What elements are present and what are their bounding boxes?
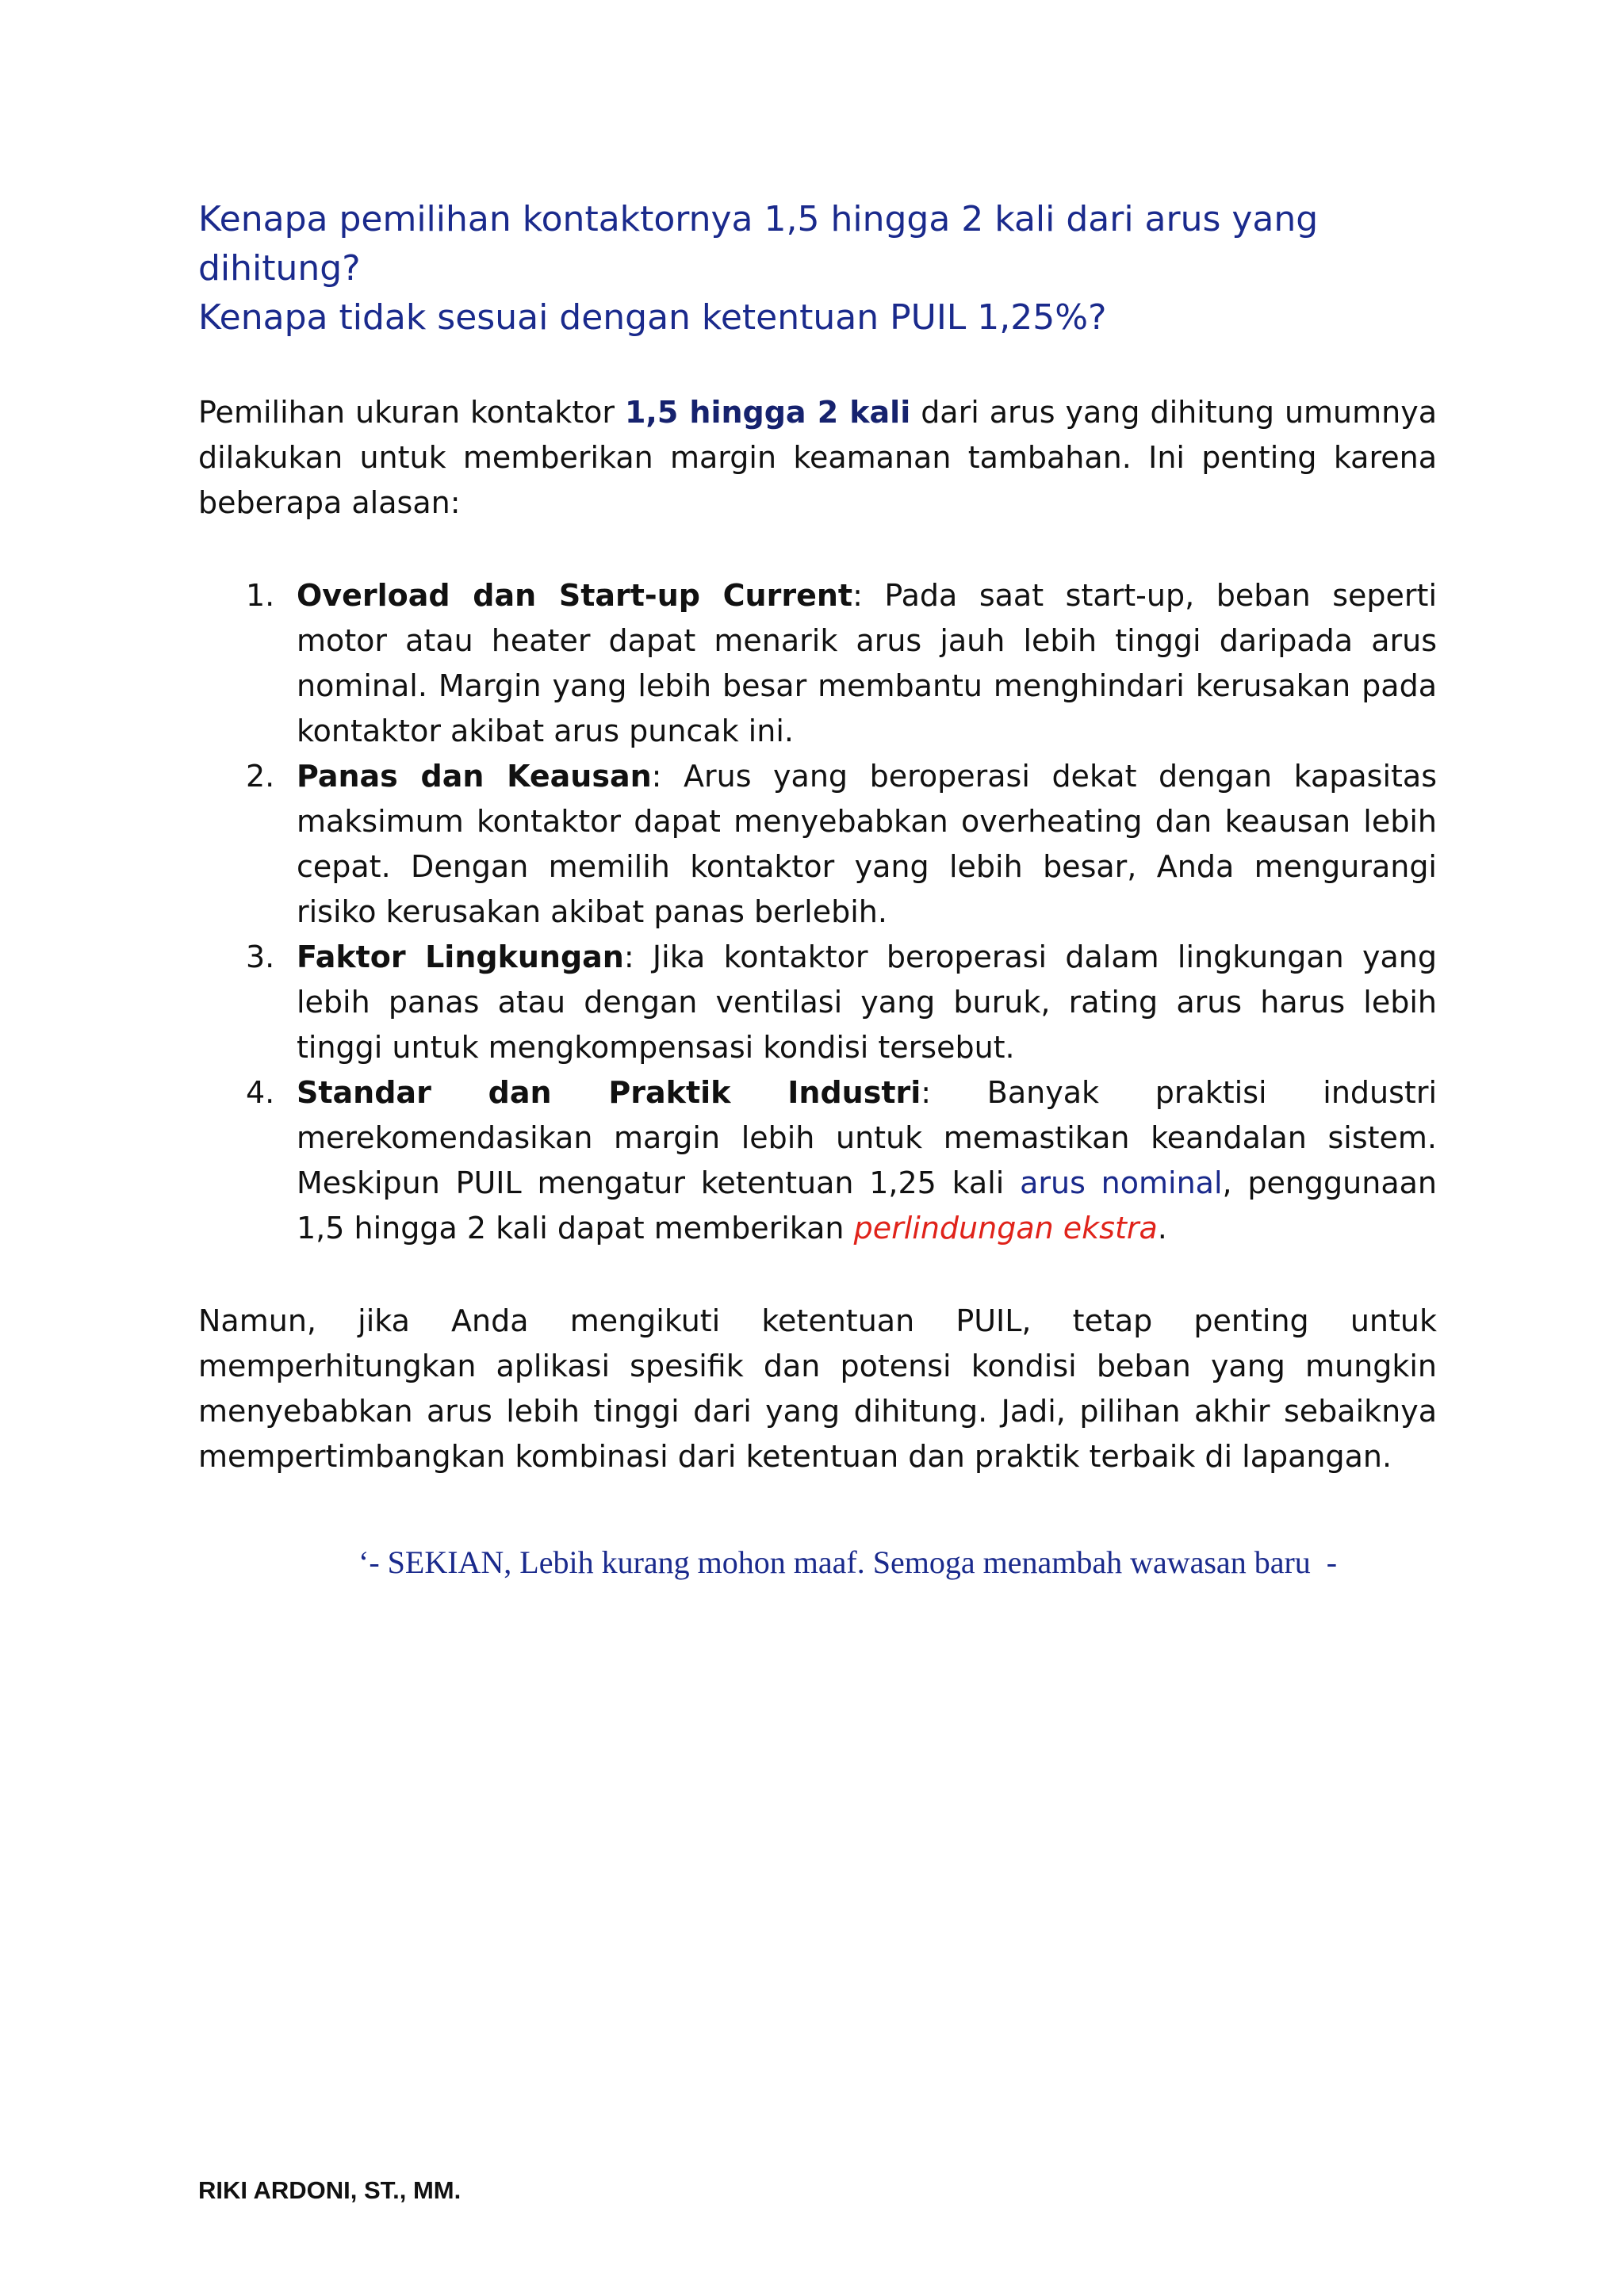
reason-term: Faktor Lingkungan (297, 939, 624, 974)
list-item (198, 1070, 1437, 1251)
reason-text: : Jika kontaktor beroperasi dalam lingkungan yang lebih panas atau dengan ventilasi yang buruk, rating arus harus lebih tinggi untuk mengkompensasi kondisi tersebut. (297, 939, 1438, 1065)
title-line-1: Kenapa pemilihan kontaktornya 1,5 hingga 2 kali dari arus yang dihitung? (198, 199, 1319, 289)
reasons-list (198, 573, 1437, 1251)
list-item (198, 935, 1437, 1070)
red-emphasis: perlindungan ekstra (853, 1211, 1158, 1246)
reason-term: Standar dan Praktik Industri (297, 1075, 921, 1110)
intro-highlight: 1,5 hingga 2 kali (624, 395, 911, 430)
reason-text-end: . (1157, 1211, 1167, 1246)
page-title (198, 195, 1437, 342)
list-number: 1. (246, 578, 275, 613)
title-line-2: Kenapa tidak sesuai dengan ketentuan PUIL 1,25%? (198, 297, 1107, 338)
list-item (198, 573, 1437, 754)
signoff-line: ‘- SEKIAN, Lebih kurang mohon maaf. Semoga menambah wawasan baru - (358, 1544, 1338, 1580)
reason-text-start: : Banyak praktisi industri merekomendasikan margin lebih untuk memastikan keandalan sistem. Meskipun PUIL mengatur ketentuan 1,25 kali (297, 1075, 1437, 1200)
closing-paragraph: Namun, jika Anda mengikuti ketentuan PUIL, tetap penting untuk memperhitungkan aplikasi spesifik dan potensi kondisi beban yang mungkin menyebabkan arus lebih tinggi dari yang dihitung. Jadi, pilihan akhir sebaiknya mempertimbangkan kombinasi dari ketentuan dan praktik terbaik di lapangan. (198, 1303, 1437, 1474)
list-number: 3. (246, 939, 275, 974)
intro-paragraph (198, 390, 1437, 526)
reason-text: : Arus yang beroperasi dekat dengan kapasitas maksimum kontaktor dapat menyebabkan overheating dan keausan lebih cepat. Dengan memilih kontaktor yang lebih besar, Anda mengurangi risiko kerusakan akibat panas berlebih. (297, 759, 1438, 929)
intro-text-start: Pemilihan ukuran kontaktor (198, 395, 625, 430)
reason-text-middle: , penggunaan 1,5 hingga 2 kali dapat memberikan (297, 1165, 1437, 1246)
list-item (198, 754, 1437, 935)
intro-text-end: dari arus yang dihitung umumnya dilakukan untuk memberikan margin keamanan tambahan. Ini penting karena beberapa alasan: (198, 395, 1438, 520)
author-footer: RIKI ARDONI, ST., MM. (198, 2176, 462, 2204)
reason-text: : Pada saat start-up, beban seperti motor atau heater dapat menarik arus jauh lebih tinggi daripada arus nominal. Margin yang lebih besar membantu menghindari kerusakan pada kontaktor akibat arus puncak ini. (297, 578, 1437, 748)
reason-term: Overload dan Start-up Current (297, 578, 853, 613)
list-number: 2. (246, 759, 275, 794)
list-number: 4. (246, 1075, 275, 1110)
document-body (198, 195, 1437, 1479)
reason-term: Panas dan Keausan (297, 759, 652, 794)
blue-term: arus nominal (1020, 1165, 1223, 1200)
